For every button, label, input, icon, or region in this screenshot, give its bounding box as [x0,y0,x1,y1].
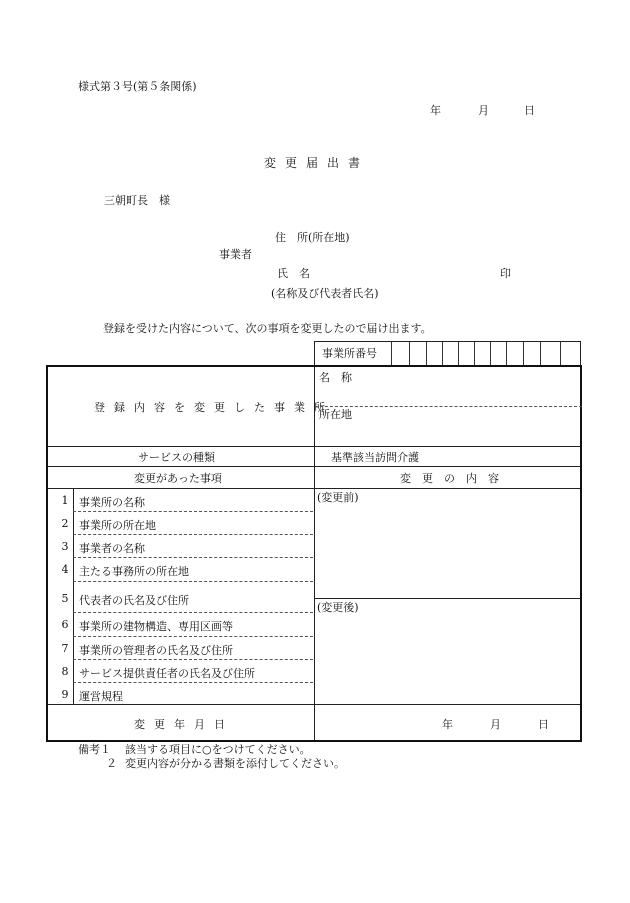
date-year: 年 [430,104,441,117]
seal-mark: 印 [500,267,511,280]
before-field[interactable] [315,505,580,598]
address-label: 住 所(所在地) [275,231,350,244]
item-row[interactable] [48,636,313,659]
item-row[interactable] [48,612,313,636]
office-number-digit-box[interactable] [474,342,487,366]
name-note: (名称及び代表者氏名) [271,287,379,300]
item-number: 4 [61,563,69,576]
office-number-box [314,341,581,366]
intro-text: 登録を受けた内容について、次の事項を変更したので届け出ます。 [103,322,432,335]
change-date-year: 年 [442,718,453,731]
service-type-value: 基準該当訪問介護 [331,451,419,464]
note-1: 該当する項目に○をつけてください。 [125,743,311,756]
office-number-digit-box[interactable] [458,342,471,366]
before-label: (変更前) [317,491,359,504]
office-number-digit-box[interactable] [490,342,503,366]
service-type-label: サービスの種類 [138,451,215,464]
item-label: 代表者の氏名及び住所 [79,594,189,607]
item-number: 5 [61,592,69,605]
item-row[interactable] [48,659,313,682]
change-date-day: 日 [538,718,549,731]
change-date-label: 変更年月日 [134,718,234,731]
office-number-digit-box[interactable] [523,342,536,366]
item-label: 運営規程 [79,690,123,703]
after-label: (変更後) [317,601,359,614]
item-row[interactable] [48,488,313,511]
item-label: 事業所の管理者の氏名及び住所 [79,644,233,657]
office-location-field[interactable] [315,407,582,446]
item-number: 1 [61,494,69,507]
after-field[interactable] [315,615,580,704]
office-location-label: 所在地 [319,408,352,421]
name-label: 氏 名 [277,267,310,280]
applicant-role-label: 事業者 [219,248,252,261]
office-number-digit-box[interactable] [442,342,455,366]
item-label: サービス提供責任者の氏名及び住所 [79,667,255,680]
office-number-digit-box[interactable] [560,342,573,366]
item-row[interactable] [48,511,313,534]
office-name-field[interactable] [315,367,582,406]
change-content-header: 変 更 の 内 容 [400,472,499,485]
note-2-prefix: ２ [106,757,117,770]
item-number: 6 [61,618,69,631]
item-label: 事業所の所在地 [79,519,156,532]
office-number-digit-box[interactable] [391,342,404,366]
date-month: 月 [478,104,489,117]
note-1-prefix: 備考１ [78,743,111,756]
addressee: 三朝町長 様 [104,194,170,207]
note-2: 変更内容が分かる書類を添付してください。 [125,757,345,770]
change-date-month: 月 [490,718,501,731]
office-number-digit-box[interactable] [426,342,439,366]
changed-items-header: 変更があった事項 [134,472,222,485]
office-number-digit-box[interactable] [540,342,553,366]
item-row[interactable] [48,581,313,612]
office-number-digit-box[interactable] [409,342,422,366]
item-number: 3 [61,540,69,553]
item-number: 9 [61,688,69,701]
item-label: 事業所の建物構造、専用区画等 [79,620,233,633]
office-number-label: 事業所番号 [322,347,377,360]
item-number: 8 [61,665,69,678]
form-number: 様式第３号(第５条関係) [78,80,197,93]
office-number-digit-box[interactable] [506,342,519,366]
item-label: 事業所の名称 [79,496,145,509]
changed-office-label: 登録内容を変更した事業所 [94,401,334,414]
office-name-label: 名 称 [319,371,352,384]
item-row[interactable] [48,557,313,581]
item-number: 7 [61,642,69,655]
date-day: 日 [524,104,535,117]
item-number: 2 [61,517,69,530]
item-row[interactable] [48,534,313,557]
item-row[interactable] [48,682,313,704]
document-title: 変更届出書 [264,156,370,170]
item-label: 事業者の名称 [79,542,145,555]
item-label: 主たる事務所の所在地 [79,565,189,578]
